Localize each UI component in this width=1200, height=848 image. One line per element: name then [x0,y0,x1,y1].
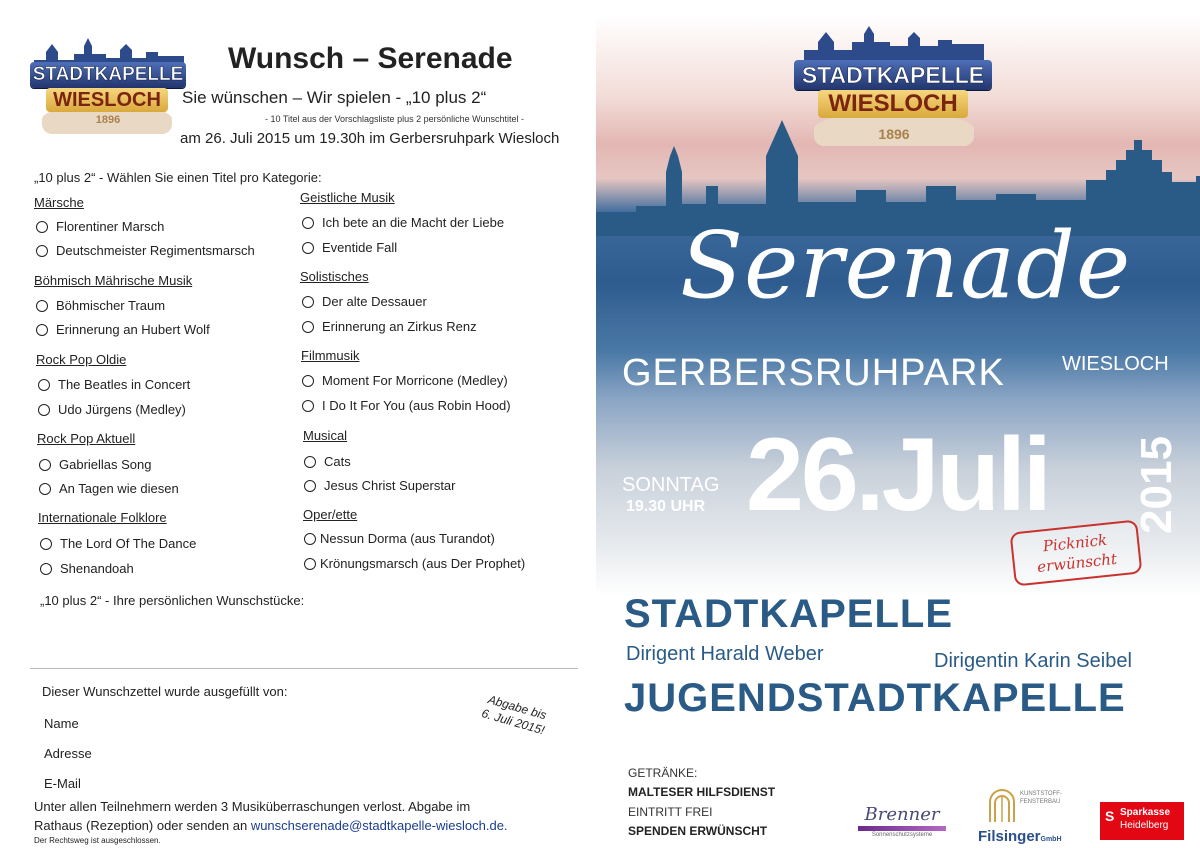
option-gabriellas-song[interactable]: Gabriellas Song [39,457,152,472]
event-year: 2015 [1131,436,1181,534]
brenner-underline [858,826,946,831]
sparkasse-line1: Sparkasse [1120,807,1171,818]
email-link[interactable]: wunschserenade@stadtkapelle-wiesloch.de. [250,818,508,833]
option-udo-juergens[interactable]: Udo Jürgens (Medley) [38,402,186,417]
option-boehmischer-traum[interactable]: Böhmischer Traum [36,298,165,313]
instruction: „10 plus 2“ - Wählen Sie einen Titel pro Kategorie: [34,170,322,185]
category-rock-pop-aktuell: Rock Pop Aktuell [37,431,136,446]
subtitle: Sie wünschen – Wir spielen - „10 plus 2“ [182,88,487,107]
radio-circle-icon[interactable] [39,483,51,495]
small-note: - 10 Titel aus der Vorschlagsliste plus 2 persönliche Wunschtitel - [265,114,524,124]
personal-wishes-label: „10 plus 2“ - Ihre persönlichen Wunschstücke: [40,593,305,608]
filsinger-tag: KUNSTSTOFF- FENSTERBAU [1020,791,1062,805]
option-zirkus-renz[interactable]: Erinnerung an Zirkus Renz [302,319,477,334]
radio-circle-icon[interactable] [304,480,316,492]
sparkasse-s-icon: S [1105,808,1115,824]
radio-circle-icon[interactable] [38,379,50,391]
radio-circle-icon[interactable] [304,533,316,545]
option-shenandoah[interactable]: Shenandoah [40,561,134,576]
radio-circle-icon[interactable] [38,404,50,416]
radio-circle-icon[interactable] [36,300,48,312]
poster-logo [794,24,994,154]
category-solistisches: Solistisches [300,269,369,284]
radio-circle-icon[interactable] [302,375,314,387]
sponsor-sparkasse [1100,802,1184,840]
option-eventide-fall[interactable]: Eventide Fall [302,240,397,255]
category-musical: Musical [303,428,348,443]
option-ich-bete-an[interactable]: Ich bete an die Macht der Liebe [302,215,504,230]
skyline-icon [804,24,984,64]
time: 19.30 UHR [626,498,706,515]
radio-circle-icon[interactable] [40,563,52,575]
weekday: SONNTAG [622,474,720,496]
option-an-tagen[interactable]: An Tagen wie diesen [39,481,179,496]
sparkasse-line2: Heidelberg [1120,820,1169,831]
option-morricone[interactable]: Moment For Morricone (Medley) [302,373,508,388]
page-title: Wunsch – Serenade [228,42,513,75]
event-poster [596,16,1200,848]
option-deutschmeister[interactable]: Deutschmeister Regimentsmarsch [36,243,255,258]
category-oper: Oper/ette [303,507,358,522]
option-jesus-christ[interactable]: Jesus Christ Superstar [304,478,456,493]
radio-circle-icon[interactable] [36,245,48,257]
poster-logo-line1: STADTKAPELLE [794,60,992,90]
divider-line [30,668,578,669]
event-date-line: am 26. Juli 2015 um 19.30h im Gerbersruhpark Wiesloch [180,130,560,147]
poster-logo-line2: WIESLOCH [818,90,968,118]
option-lord-of-the-dance[interactable]: The Lord Of The Dance [40,536,196,551]
brenner-sub: Sonnenschutzsysteme [871,832,933,838]
picnic-stamp: Picknick erwünscht [1010,519,1143,586]
option-nessun-dorma[interactable]: Nessun Dorma (aus Turandot) [304,531,495,546]
brenner-logo-text: Brenner [864,804,940,825]
category-rock-pop-oldie: Rock Pop Oldie [36,352,127,367]
option-alte-dessauer[interactable]: Der alte Dessauer [302,294,427,309]
category-boehmisch: Böhmisch Mährische Musik [34,273,193,288]
radio-circle-icon[interactable] [36,221,48,233]
band1-name: STADTKAPELLE [624,592,954,636]
option-hubert-wolf[interactable]: Erinnerung an Hubert Wolf [36,322,210,337]
radio-circle-icon[interactable] [302,217,314,229]
option-robin-hood[interactable]: I Do It For You (aus Robin Hood) [302,398,511,413]
park-name: GERBERSRUHPARK [622,352,1005,394]
footer-line2: Rathaus (Rezeption) oder senden an wunschserenade@stadtkapelle-wiesloch.de. [34,818,508,833]
radio-circle-icon[interactable] [36,324,48,336]
logo-line2: WIESLOCH [46,88,168,112]
serenade-title: Serenade [680,212,1132,319]
donations: SPENDEN ERWÜNSCHT [628,824,768,838]
sponsor-filsinger [976,788,1086,846]
logo-line1: STADTKAPELLE [30,62,186,88]
footer-line1: Unter allen Teilnehmern werden 3 Musiküberraschungen verlost. Abgabe im [34,799,471,814]
stadtkapelle-logo [28,34,188,134]
poster-logo-year: 1896 [878,126,910,142]
window-arch-icon [988,788,1016,822]
radio-circle-icon[interactable] [302,400,314,412]
city-name: WIESLOCH [1062,353,1169,375]
option-florentiner[interactable]: Florentiner Marsch [36,219,164,234]
category-folklore: Internationale Folklore [38,510,167,525]
radio-circle-icon[interactable] [39,459,51,471]
drinks-label: GETRÄNKE: [628,766,698,780]
category-geistliche: Geistliche Musik [300,190,395,205]
event-date: 26.Juli [746,417,1049,533]
option-kroenungsmarsch[interactable]: Krönungsmarsch (aus Der Prophet) [304,556,525,571]
logo-year: 1896 [95,114,121,126]
category-filmmusik: Filmmusik [301,348,360,363]
option-cats[interactable]: Cats [304,454,351,469]
radio-circle-icon[interactable] [304,456,316,468]
filsinger-name: FilsingerGmbH [978,828,1062,845]
filled-by-label: Dieser Wunschzettel wurde ausgefüllt von: [42,684,288,699]
radio-circle-icon[interactable] [302,321,314,333]
band2-name: JUGENDSTADTKAPELLE [624,676,1126,720]
sponsor-brenner [854,804,950,844]
name-label: Name [44,716,79,731]
option-beatles[interactable]: The Beatles in Concert [38,377,190,392]
footer-legal: Der Rechtsweg ist ausgeschlossen. [34,836,161,845]
radio-circle-icon[interactable] [40,538,52,550]
category-maersche: Märsche [34,195,84,210]
conductor1: Dirigent Harald Weber [626,643,824,665]
radio-circle-icon[interactable] [302,242,314,254]
radio-circle-icon[interactable] [304,558,316,570]
email-label: E-Mail [44,776,81,791]
entry: EINTRITT FREI [628,805,713,819]
radio-circle-icon[interactable] [302,296,314,308]
address-label: Adresse [44,746,92,761]
drinks-provider: MALTESER HILFSDIENST [628,785,776,799]
conductor2: Dirigentin Karin Seibel [934,650,1132,672]
deadline-note: Abgabe bis 6. Juli 2015! [480,692,548,738]
request-form [0,0,590,848]
